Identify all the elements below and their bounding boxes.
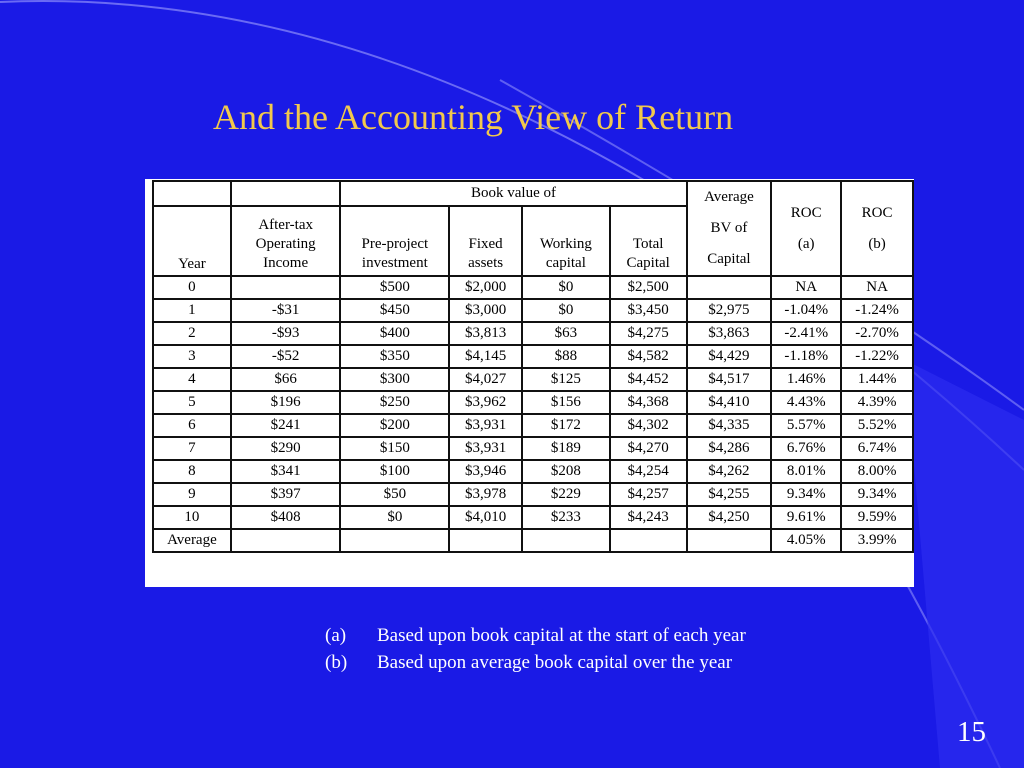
header-fixed-assets: Fixed assets <box>449 206 522 276</box>
page-number: 15 <box>957 716 986 748</box>
table-row <box>153 391 913 414</box>
table-row <box>153 368 913 391</box>
table-row <box>153 299 913 322</box>
cell-roc-b: 1.44% <box>841 368 913 391</box>
cell-roc-b: 4.39% <box>841 391 913 414</box>
cell-after-tax-income: $290 <box>231 437 341 460</box>
cell-total-capital: $4,243 <box>610 506 687 529</box>
cell-pre-project-investment: $350 <box>340 345 449 368</box>
cell-average-bv <box>687 276 772 299</box>
cell-roc-a: 4.43% <box>771 391 841 414</box>
cell-year: 7 <box>153 437 231 460</box>
cell-total-capital: $4,302 <box>610 414 687 437</box>
cell-average-bv: $4,429 <box>687 345 772 368</box>
table-row <box>153 437 913 460</box>
cell-fixed-assets: $4,027 <box>449 368 522 391</box>
cell-fixed-assets: $3,931 <box>449 437 522 460</box>
cell-fixed-assets: $3,962 <box>449 391 522 414</box>
table-row <box>153 529 913 552</box>
cell-average-bv <box>687 529 772 552</box>
table-row <box>153 483 913 506</box>
cell-pre-project-investment: $200 <box>340 414 449 437</box>
cell-roc-a: -1.04% <box>771 299 841 322</box>
cell-total-capital: $4,368 <box>610 391 687 414</box>
cell-roc-b: -2.70% <box>841 322 913 345</box>
cell-roc-b: 9.59% <box>841 506 913 529</box>
cell-total-capital: $4,254 <box>610 460 687 483</box>
cell-year: 3 <box>153 345 231 368</box>
cell-pre-project-investment: $400 <box>340 322 449 345</box>
cell-after-tax-income: -$31 <box>231 299 341 322</box>
cell-after-tax-income: $196 <box>231 391 341 414</box>
cell-working-capital: $63 <box>522 322 610 345</box>
header-book-value-of: Book value of <box>340 181 686 206</box>
cell-fixed-assets: $2,000 <box>449 276 522 299</box>
cell-after-tax-income: -$93 <box>231 322 341 345</box>
cell-roc-b: 6.74% <box>841 437 913 460</box>
cell-roc-a: 4.05% <box>771 529 841 552</box>
header-roc-b: ROC (b) <box>841 181 913 276</box>
table-row <box>153 414 913 437</box>
cell-year: 8 <box>153 460 231 483</box>
cell-working-capital: $156 <box>522 391 610 414</box>
cell-average-bv: $4,286 <box>687 437 772 460</box>
slide-title: And the Accounting View of Return <box>213 97 734 137</box>
cell-total-capital <box>610 529 687 552</box>
cell-average-bv: $4,410 <box>687 391 772 414</box>
cell-roc-a: -2.41% <box>771 322 841 345</box>
footnote-tag: (a) <box>325 625 347 646</box>
cell-year: 6 <box>153 414 231 437</box>
cell-year: 9 <box>153 483 231 506</box>
cell-total-capital: $4,275 <box>610 322 687 345</box>
cell-roc-b: -1.24% <box>841 299 913 322</box>
cell-roc-a: 5.57% <box>771 414 841 437</box>
cell-average-bv: $4,335 <box>687 414 772 437</box>
cell-roc-a: 1.46% <box>771 368 841 391</box>
cell-roc-a: 9.61% <box>771 506 841 529</box>
cell-roc-a: -1.18% <box>771 345 841 368</box>
table-row <box>153 276 913 299</box>
cell-total-capital: $4,452 <box>610 368 687 391</box>
cell-roc-a: NA <box>771 276 841 299</box>
cell-total-capital: $4,257 <box>610 483 687 506</box>
cell-fixed-assets: $3,978 <box>449 483 522 506</box>
cell-fixed-assets: $3,946 <box>449 460 522 483</box>
table-row <box>153 322 913 345</box>
cell-roc-b: -1.22% <box>841 345 913 368</box>
table-panel <box>145 179 914 587</box>
header-pre-project-investment: Pre-project investment <box>340 206 449 276</box>
cell-average-bv: $4,250 <box>687 506 772 529</box>
cell-total-capital: $4,582 <box>610 345 687 368</box>
cell-working-capital: $172 <box>522 414 610 437</box>
footnote-b <box>325 649 746 676</box>
footnote-a <box>325 622 746 649</box>
header-row-1 <box>153 181 913 206</box>
table-row <box>153 506 913 529</box>
cell-after-tax-income <box>231 529 341 552</box>
cell-pre-project-investment: $100 <box>340 460 449 483</box>
table-row <box>153 460 913 483</box>
cell-roc-a: 8.01% <box>771 460 841 483</box>
header-after-tax-income: After-tax Operating Income <box>231 206 341 276</box>
header-total-capital: Total Capital <box>610 206 687 276</box>
footnote-text: Based upon book capital at the start of each year <box>377 625 746 646</box>
cell-roc-b: 8.00% <box>841 460 913 483</box>
cell-fixed-assets: $3,000 <box>449 299 522 322</box>
cell-working-capital: $233 <box>522 506 610 529</box>
cell-average-bv: $4,262 <box>687 460 772 483</box>
cell-average-bv: $4,517 <box>687 368 772 391</box>
cell-fixed-assets: $3,813 <box>449 322 522 345</box>
cell-working-capital: $88 <box>522 345 610 368</box>
cell-after-tax-income: $397 <box>231 483 341 506</box>
header-working-capital: Working capital <box>522 206 610 276</box>
cell-pre-project-investment <box>340 529 449 552</box>
cell-pre-project-investment: $500 <box>340 276 449 299</box>
header-roc-a: ROC (a) <box>771 181 841 276</box>
cell-working-capital: $229 <box>522 483 610 506</box>
cell-pre-project-investment: $450 <box>340 299 449 322</box>
cell-working-capital: $0 <box>522 299 610 322</box>
cell-year: 10 <box>153 506 231 529</box>
cell-pre-project-investment: $300 <box>340 368 449 391</box>
cell-after-tax-income: -$52 <box>231 345 341 368</box>
cell-roc-b: 3.99% <box>841 529 913 552</box>
cell-working-capital: $189 <box>522 437 610 460</box>
cell-year: 1 <box>153 299 231 322</box>
cell-total-capital: $2,500 <box>610 276 687 299</box>
cell-fixed-assets <box>449 529 522 552</box>
cell-total-capital: $3,450 <box>610 299 687 322</box>
cell-roc-a: 9.34% <box>771 483 841 506</box>
cell-fixed-assets: $4,145 <box>449 345 522 368</box>
footnote-tag: (b) <box>325 652 348 673</box>
cell-roc-b: 9.34% <box>841 483 913 506</box>
cell-total-capital: $4,270 <box>610 437 687 460</box>
footnotes <box>325 622 746 676</box>
cell-average-bv: $3,863 <box>687 322 772 345</box>
accounting-return-table <box>152 180 914 553</box>
cell-pre-project-investment: $150 <box>340 437 449 460</box>
table-row <box>153 345 913 368</box>
cell-working-capital <box>522 529 610 552</box>
cell-after-tax-income: $66 <box>231 368 341 391</box>
cell-pre-project-investment: $250 <box>340 391 449 414</box>
header-blank-year <box>153 181 231 206</box>
cell-working-capital: $0 <box>522 276 610 299</box>
header-average-bv: Average BV of Capital <box>687 181 772 276</box>
cell-year: Average <box>153 529 231 552</box>
header-blank-income <box>231 181 341 206</box>
cell-after-tax-income: $341 <box>231 460 341 483</box>
cell-pre-project-investment: $0 <box>340 506 449 529</box>
cell-after-tax-income: $241 <box>231 414 341 437</box>
cell-working-capital: $125 <box>522 368 610 391</box>
cell-working-capital: $208 <box>522 460 610 483</box>
cell-average-bv: $4,255 <box>687 483 772 506</box>
cell-fixed-assets: $4,010 <box>449 506 522 529</box>
cell-year: 2 <box>153 322 231 345</box>
cell-roc-a: 6.76% <box>771 437 841 460</box>
cell-roc-b: NA <box>841 276 913 299</box>
cell-after-tax-income: $408 <box>231 506 341 529</box>
cell-roc-b: 5.52% <box>841 414 913 437</box>
header-year: Year <box>153 206 231 276</box>
cell-average-bv: $2,975 <box>687 299 772 322</box>
cell-pre-project-investment: $50 <box>340 483 449 506</box>
cell-after-tax-income <box>231 276 341 299</box>
cell-year: 4 <box>153 368 231 391</box>
cell-fixed-assets: $3,931 <box>449 414 522 437</box>
cell-year: 0 <box>153 276 231 299</box>
footnote-text: Based upon average book capital over the year <box>377 652 733 673</box>
cell-year: 5 <box>153 391 231 414</box>
